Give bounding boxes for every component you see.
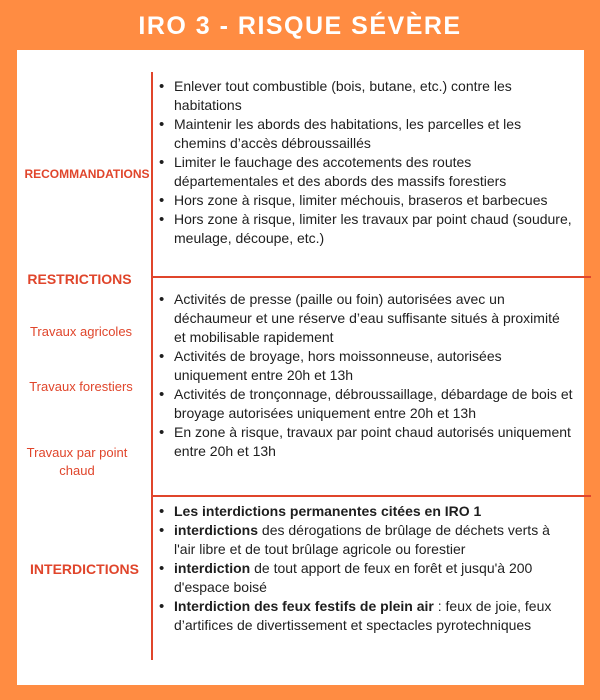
label-travaux-agricoles: Travaux agricoles [29, 324, 133, 339]
label-recommandations: RECOMMANDATIONS [24, 167, 150, 181]
list-item [174, 502, 574, 521]
interdictions-list [154, 502, 574, 635]
recommandations-list [154, 77, 574, 248]
item-bold-text: interdictions [174, 522, 259, 538]
item-text: : feux de joie, feux d’artifices de divertissement et spectacles pyrotechniques [174, 598, 552, 633]
list-item [174, 559, 574, 597]
item-text: des dérogations de brûlage de déchets verts à l'air libre et de tout brûlage agricole ou forestier [174, 522, 550, 557]
list-item: • Hors zone à risque, limiter méchouis, braseros et barbecues [174, 191, 574, 210]
list-item: • Activités de presse (paille ou foin) autorisées avec un déchaumeur et une réserve d’eau suffisante situés à proximité et mobilisable rapidement [174, 290, 574, 347]
item-bold-text: interdiction [174, 560, 251, 576]
item-bold-text: Les interdictions permanentes citées en IRO 1 [174, 503, 482, 519]
list-item: • Activités de broyage, hors moissonneuse, autorisées uniquement entre 20h et 13h [174, 347, 574, 385]
list-item: • Enlever tout combustible (bois, butane, etc.) contre les habitations [174, 77, 574, 115]
item-text: de tout apport de feux en forêt et jusqu'à 200 d'espace boisé [174, 560, 533, 595]
divider-restrictions-interdictions [151, 495, 591, 497]
label-travaux-point-chaud: Travaux par point chaud [26, 445, 128, 478]
vertical-divider [151, 72, 153, 660]
divider-recommandations-restrictions [151, 276, 591, 278]
page-title: IRO 3 - RISQUE SÉVÈRE [138, 12, 462, 40]
label-interdictions: INTERDICTIONS [30, 561, 139, 577]
list-item: • Maintenir les abords des habitations, les parcelles et les chemins d’accès débroussaillés [174, 115, 574, 153]
list-item: • Hors zone à risque, limiter les travaux par point chaud (soudure, meulage, découpe, etc.) [174, 210, 574, 248]
item-bold-text: Interdiction des feux festifs de plein air [174, 598, 434, 614]
list-item: • Limiter le fauchage des accotements des routes départementales et des abords des massifs forestiers [174, 153, 574, 191]
restrictions-list [154, 290, 574, 461]
label-travaux-forestiers: Travaux forestiers [29, 379, 133, 394]
label-restrictions: RESTRICTIONS [27, 271, 132, 287]
list-item [174, 521, 574, 559]
list-item: • Activités de tronçonnage, débroussaillage, débardage de bois et broyage autorisées uniquement entre 20h et 13h [174, 385, 574, 423]
list-item [174, 597, 574, 635]
list-item: • En zone à risque, travaux par point chaud autorisés uniquement entre 20h et 13h [174, 423, 574, 461]
